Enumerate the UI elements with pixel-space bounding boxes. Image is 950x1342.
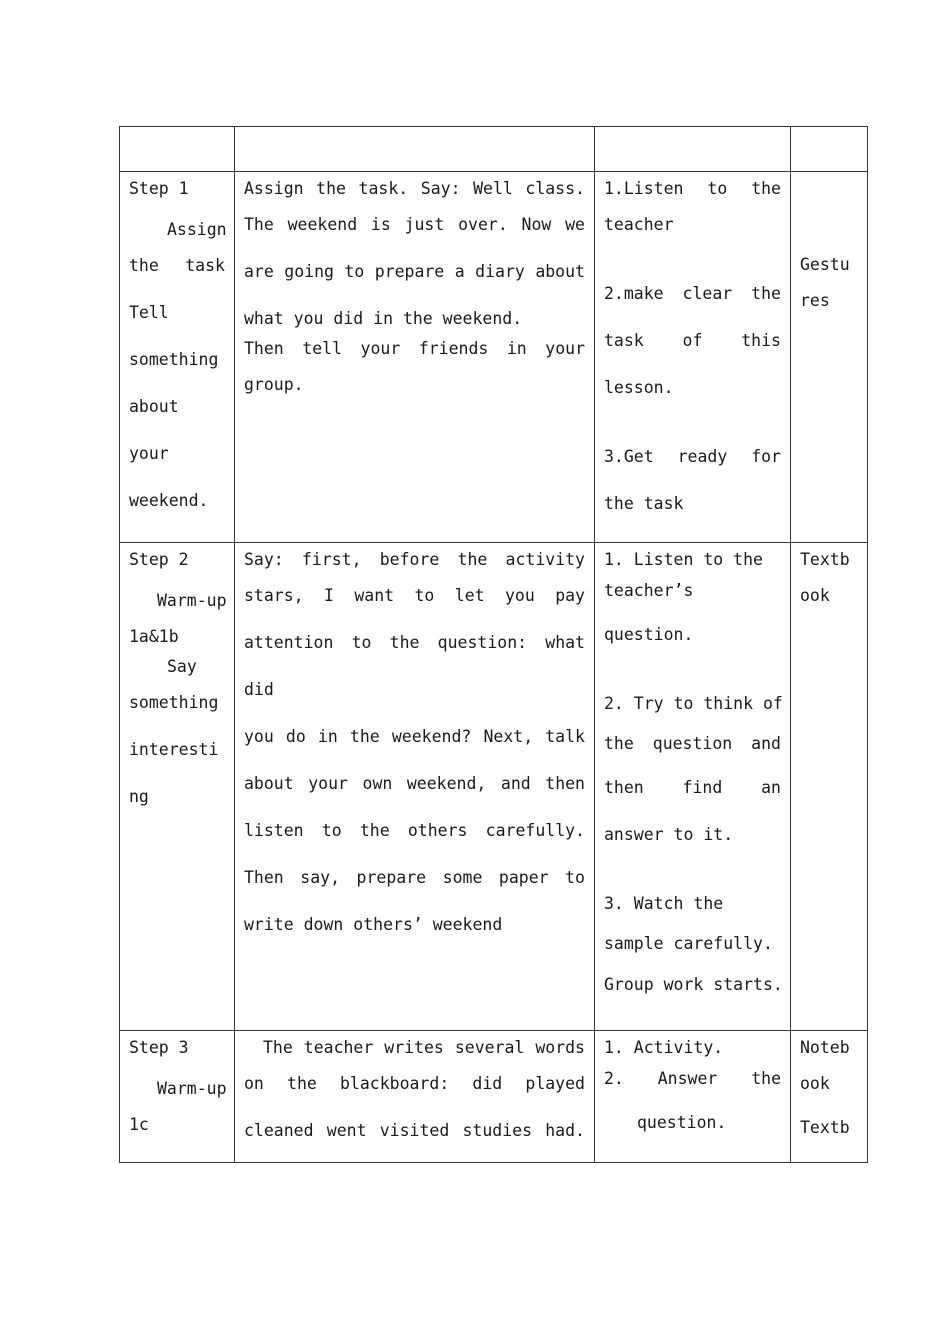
student-line: then find an	[604, 778, 781, 797]
student-line: sample carefully.	[604, 934, 773, 953]
student-line: teacher	[604, 215, 674, 234]
aids-line: Noteb	[800, 1038, 850, 1057]
table-row-step-1	[120, 172, 868, 543]
student-activity-cell	[595, 1031, 791, 1163]
teacher-activity-cell	[235, 543, 595, 1031]
teacher-line: are going to prepare a diary about	[244, 262, 585, 281]
step-title: Step 1	[129, 179, 189, 198]
student-line: the task	[604, 494, 684, 513]
aids-line: Gestu	[800, 255, 850, 274]
step-line: Assign	[167, 220, 227, 239]
header-cell-students	[595, 127, 791, 172]
header-cell-teacher	[235, 127, 595, 172]
teaching-aids-cell	[791, 172, 868, 543]
step-title: Step 2	[129, 550, 189, 569]
teacher-line: listen to the others carefully.	[244, 821, 585, 840]
step-line: ng	[129, 787, 149, 806]
teacher-line: stars, I want to let you pay	[244, 586, 585, 605]
teacher-line: about your own weekend, and then	[244, 774, 585, 793]
student-line: lesson.	[604, 378, 674, 397]
student-line: 2.make clear the	[604, 284, 781, 303]
step-line: about	[129, 397, 179, 416]
aids-line: ook	[800, 1074, 830, 1093]
student-line: 3. Watch the	[604, 894, 724, 913]
student-line: question.	[604, 625, 694, 644]
teacher-line: write down others’ weekend	[244, 915, 503, 934]
teacher-line: Then tell your friends in your	[244, 339, 585, 358]
student-line: 2. Try to think of	[604, 694, 783, 713]
teacher-line: you do in the weekend? Next, talk	[244, 727, 585, 746]
aids-line: res	[800, 291, 830, 310]
teacher-activity-cell	[235, 1031, 595, 1163]
step-line: 1c	[129, 1115, 149, 1134]
header-cell-aids	[791, 127, 868, 172]
aids-line: Textb	[800, 1118, 850, 1137]
student-line: Group work starts.	[604, 975, 783, 994]
student-line: 1. Activity.	[604, 1038, 724, 1057]
step-line: Tell	[129, 303, 169, 322]
student-line: 3.Get ready for	[604, 447, 781, 466]
student-line: question.	[637, 1113, 727, 1132]
teacher-line: Say: first, before the activity	[244, 550, 585, 569]
step-cell	[120, 172, 235, 543]
student-line: 1.Listen to the	[604, 179, 781, 198]
teacher-line: group.	[244, 375, 304, 394]
teacher-line: Then say, prepare some paper to	[244, 868, 585, 887]
student-line: 2. Answer the	[604, 1069, 781, 1088]
step-line: something	[129, 350, 219, 369]
teacher-activity-cell	[235, 172, 595, 543]
header-cell-step	[120, 127, 235, 172]
step-line: Warm-up	[157, 591, 227, 610]
step-line: weekend.	[129, 491, 209, 510]
aids-line: Textb	[800, 550, 850, 569]
student-activity-cell	[595, 543, 791, 1031]
teacher-line: attention to the question: what did	[244, 633, 585, 699]
step-line: Warm-up	[157, 1079, 227, 1098]
teacher-line: The teacher writes several words	[263, 1038, 585, 1057]
lesson-plan-table	[119, 126, 868, 1163]
teacher-line: cleaned went visited studies had.	[244, 1121, 585, 1140]
step-title: Step 3	[129, 1038, 189, 1057]
table-header-row	[120, 127, 868, 172]
step-line: 1a&1b	[129, 627, 179, 646]
student-activity-cell	[595, 172, 791, 543]
teacher-line: The weekend is just over. Now we	[244, 215, 585, 234]
teacher-line: on the blackboard: did played	[244, 1074, 585, 1093]
teacher-line: what you did in the weekend.	[244, 309, 523, 328]
step-line: Say	[167, 657, 197, 676]
step-line: something	[129, 693, 219, 712]
aids-line: ook	[800, 586, 830, 605]
teacher-line: Assign the task. Say: Well class.	[244, 179, 585, 198]
step-line: interesti	[129, 740, 219, 759]
student-line: task of this	[604, 331, 781, 350]
step-cell	[120, 1031, 235, 1163]
table-row-step-2	[120, 543, 868, 1031]
student-line: the question and	[604, 734, 781, 753]
step-line: your	[129, 444, 169, 463]
teaching-aids-cell	[791, 543, 868, 1031]
student-line: 1. Listen to the	[604, 550, 763, 569]
step-cell	[120, 543, 235, 1031]
student-line: teacher’s	[604, 581, 694, 600]
student-line: answer to it.	[604, 825, 734, 844]
step-line: the task	[129, 256, 225, 275]
teaching-aids-cell	[791, 1031, 868, 1163]
table-row-step-3	[120, 1031, 868, 1163]
